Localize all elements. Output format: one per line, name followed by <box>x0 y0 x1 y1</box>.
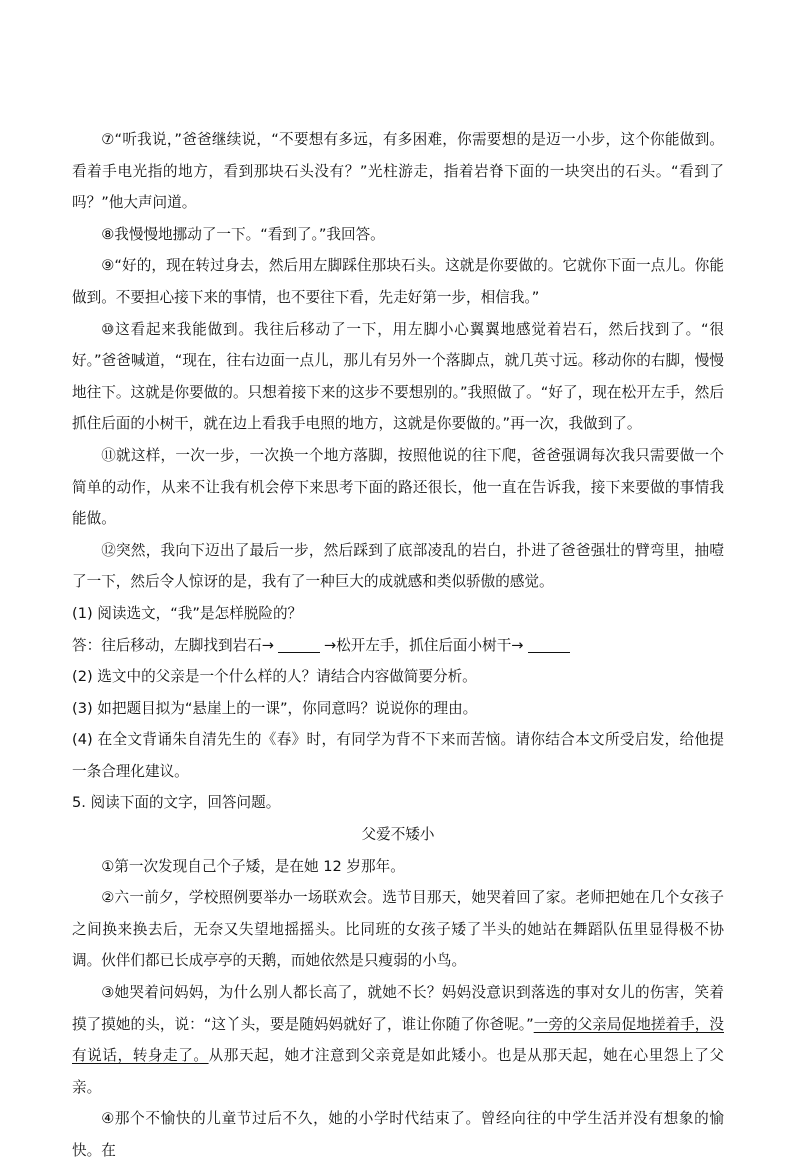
paragraph-3-text-before: ③她哭着问妈妈，为什么别人都长高了，就她不长？妈妈没意识到落选的事对女儿的伤害，笑着摸了摸她的头，说：“这丫头，要是随妈妈就好了，谁让你随了你爸呢。” <box>72 984 724 1033</box>
question-1: (1) 阅读选文，“我”是怎样脱险的？ <box>72 604 303 622</box>
answer-blank-1[interactable] <box>278 634 320 653</box>
paragraph-9: ⑨“好的，现在转过身去，然后用左脚踩住那块石头。这就是你要做的。它就你下面一点儿。你能做到。不要担心接下来的事情，也不要往下看，先走好第一步，相信我。” <box>72 257 724 306</box>
underlined-sentence: 一旁的父亲局促地搓着手，没有说话，转身走了。 <box>72 1015 724 1065</box>
article-paragraph-3 <box>72 977 724 1103</box>
question-3: (3) 如把题目拟为“悬崖上的一课”，你同意吗？说说你的理由。 <box>72 699 478 717</box>
document-page <box>72 124 724 1167</box>
paragraph-7: ⑦“听我说，”爸爸继续说，“不要想有多远，有多困难，你需要想的是迈一小步，这个你能做到。看着手电光指的地方，看到那块石头没有？”光柱游走，指着岩脊下面的一块突出的石头。“看到了吗？”他大声问道。 <box>72 131 724 212</box>
paragraph-12: ⑫突然，我向下迈出了最后一步，然后踩到了底部凌乱的岩白，扑进了爸爸强壮的臂弯里，抽噎了一下，然后令人惊讶的是，我有了一种巨大的成就感和类似骄傲的感觉。 <box>72 541 724 591</box>
article-paragraph-2: ②六一前夕，学校照例要举办一场联欢会。选节目那天，她哭着回了家。老师把她在几个女孩子之间换来换去后，无奈又失望地摇摇头。比同班的女孩子矮了半头的她站在舞蹈队伍里显得极不协调。伙伴们都已长成亭亭的天鹅，而她依然是只瘦弱的小鸟。 <box>72 889 724 970</box>
paragraph-8: ⑧我慢慢地挪动了一下。“看到了。”我回答。 <box>101 225 385 243</box>
paragraph-3-text-after: 从那天起，她才注意到父亲竟是如此矮小。也是从那天起，她在心里怨上了父亲。 <box>72 1047 724 1096</box>
question-2: (2) 选文中的父亲是一个什么样的人？请结合内容做简要分析。 <box>72 668 477 686</box>
answer-1-mid: →松开左手，抓住后面小树干→ <box>323 636 524 654</box>
paragraph-11: ⑪就这样，一次一步，一次换一个地方落脚，按照他说的往下爬，爸爸强调每次我只需要做一个简单的动作，从来不让我有机会停下来思考下面的路还很长，他一直在告诉我，接下来要做的事情我能做。 <box>72 446 724 528</box>
answer-blank-2[interactable] <box>528 634 570 653</box>
article-title: 父爱不矮小 <box>361 826 435 844</box>
article-paragraph-4: ④那个不愉快的儿童节过后不久，她的小学时代结束了。曾经向往的中学生活并没有想象的愉快。在 <box>72 1110 724 1159</box>
article-paragraph-1: ①第一次发现自己个子矮，是在她 12 岁那年。 <box>101 857 405 875</box>
question-5-intro: 5. 阅读下面的文字，回答问题。 <box>72 794 281 812</box>
answer-1-prefix: 答：往后移动，左脚找到岩石→ <box>72 636 274 654</box>
paragraph-10: ⑩这看起来我能做到。我往后移动了一下，用左脚小心翼翼地感觉着岩石，然后找到了。“很好。”爸爸喊道，“现在，往右边面一点儿，那儿有另外一个落脚点，就几英寸远。移动你的右脚，慢慢地往下。这就是你要做的。只想着接下来的这步不要想别的。”我照做了。“好了，现在松开左手，然后抓住后面的小树干，就在边上看我手电照的地方，这就是你要做的。”再一次，我做到了。 <box>72 320 724 433</box>
answer-1-line <box>72 630 724 662</box>
question-4: (4) 在全文背诵朱自清先生的《春》时，有同学为背不下来而苦恼。请你结合本文所受启发，给他提一条合理化建议。 <box>72 731 724 780</box>
